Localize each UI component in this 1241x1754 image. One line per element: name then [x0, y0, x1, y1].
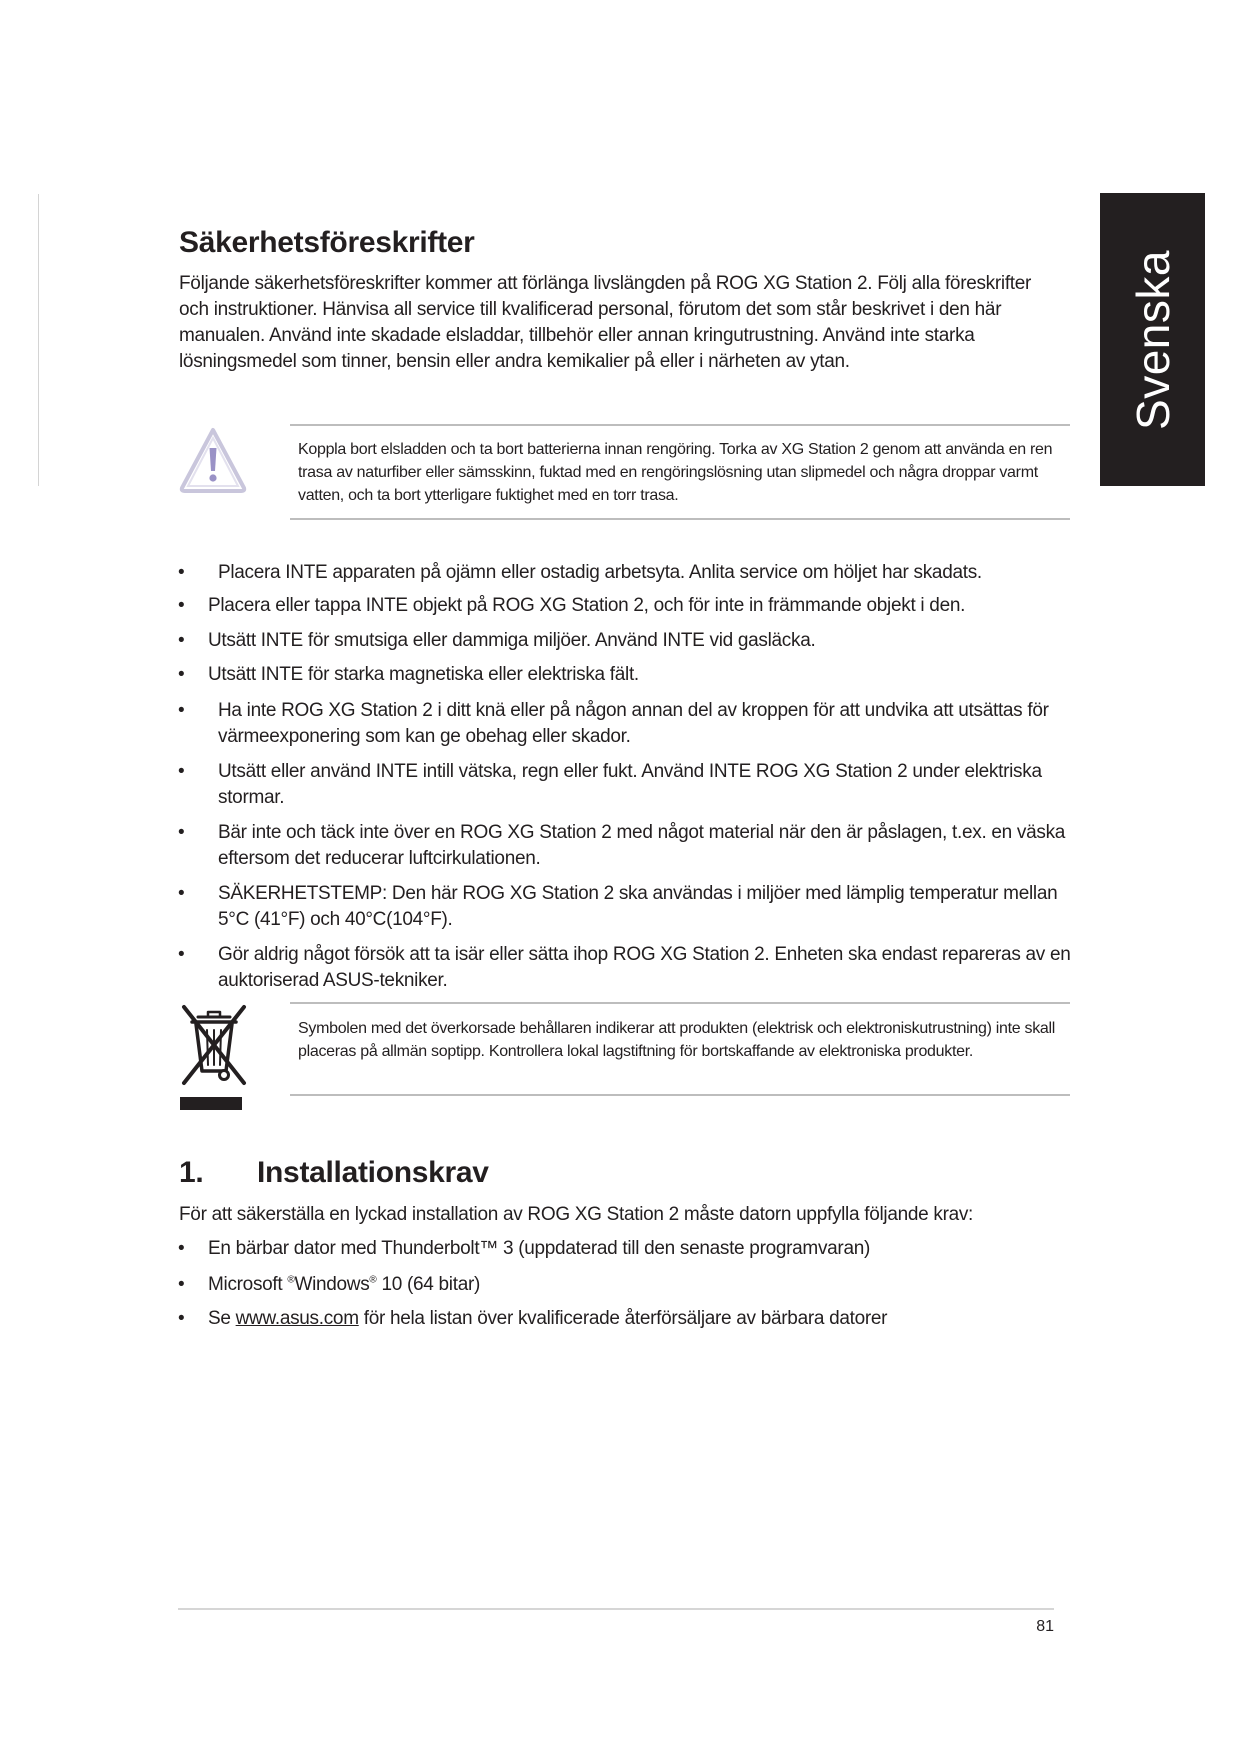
list-item [178, 820, 1078, 872]
registered-mark: ® [369, 1274, 377, 1286]
list-item-text: Utsätt INTE för smutsiga eller dammiga miljöer. Använd INTE vid gasläcka. [208, 630, 816, 651]
weee-note-text: Symbolen med det överkorsade behållaren indikerar att produkten (elektrisk och elektroniskutrustning) inte skall placeras på allmän soptipp. Kontrollera lokal lagstiftning för bortskaffande av elektroniska produkter. [298, 1020, 1056, 1060]
list-item [178, 593, 1078, 619]
installation-intro: För att säkerställa en lyckad installation av ROG XG Station 2 måste datorn uppfylla följande krav: [179, 1204, 974, 1225]
link-prefix: Se [208, 1308, 231, 1329]
section-number: 1. [179, 1156, 204, 1189]
os-vendor: Microsoft [208, 1274, 283, 1295]
list-item-text: Utsätt INTE för starka magnetiska eller elektriska fält. [208, 664, 639, 685]
list-item-text: Placera INTE apparaten på ojämn eller ostadig arbetsyta. Anlita service om höljet har skadats. [218, 562, 982, 583]
list-item [178, 698, 1078, 750]
bullet-marker: • [178, 630, 185, 651]
list-item-text: En bärbar dator med Thunderbolt™ 3 (uppdaterad till den senaste programvaran) [208, 1238, 871, 1259]
bullet-marker: • [178, 822, 185, 843]
list-item [178, 1236, 1078, 1262]
link-suffix: för hela listan över kvalificerade återförsäljare av bärbara datorer [363, 1308, 888, 1329]
list-item-text [178, 1306, 1078, 1332]
list-item [178, 942, 1078, 994]
caution-note [290, 424, 1070, 520]
list-item [178, 628, 1078, 654]
crossed-bin-icon [178, 1003, 250, 1111]
list-item-text: SÄKERHETSTEMP: Den här ROG XG Station 2 ska användas i miljöer med lämplig temperatur mellan 5°C (41°F) och 40°C(104°F). [218, 883, 1058, 930]
warning-triangle-icon [178, 426, 248, 494]
footer-rule [178, 1608, 1054, 1610]
list-item-text: Ha inte ROG XG Station 2 i ditt knä eller på någon annan del av kroppen för att undvika att utsättas för värmeexponering som kan ge obehag eller skador. [218, 700, 1049, 747]
list-item [178, 881, 1078, 933]
list-item [178, 560, 1078, 586]
bullet-marker: • [178, 944, 185, 965]
bullet-marker: • [178, 1274, 185, 1295]
bullet-marker: • [178, 664, 185, 685]
list-item [178, 662, 1078, 688]
installation-title: Installationskrav [257, 1156, 489, 1189]
list-item [178, 759, 1078, 811]
bullet-marker: • [178, 761, 185, 782]
bullet-marker: • [178, 700, 185, 721]
bullet-marker: • [178, 883, 185, 904]
safety-intro: Följande säkerhetsföreskrifter kommer att förlänga livslängden på ROG XG Station 2. Följ alla föreskrifter och instruktioner. Hänvisa all service till kvalificerad personal, förutom det som står beskrivet i den här manualen. Använd inte skadade elsladdar, tillbehör eller annan kringutrustning. Använd inte starka lösningsmedel som tinner, bensin eller andra kemikalier på eller i närheten av ytan. [179, 273, 1032, 372]
bullet-marker: • [178, 1238, 185, 1259]
bullet-marker: • [178, 1308, 185, 1329]
margin-rule [38, 194, 39, 486]
os-name: Windows [294, 1274, 370, 1295]
caution-note-text: Koppla bort elsladden och ta bort batterierna innan rengöring. Torka av XG Station 2 genom att använda en ren trasa av naturfiber eller sämsskinn, fuktad med en rengöringslösning utan slipmedel och några droppar varmt vatten, och ta bort ytterligare fuktighet med en torr trasa. [298, 441, 1053, 504]
list-item [178, 1272, 1078, 1298]
os-version: 10 (64 bitar) [381, 1274, 481, 1295]
list-item-text: Bär inte och täck inte över en ROG XG Station 2 med något material när den är påslagen, t.ex. en väska eftersom det reducerar luftcirkulationen. [218, 822, 1066, 869]
bullet-marker: • [178, 562, 185, 583]
installation-heading [179, 1156, 489, 1190]
page-number: 81 [1036, 1618, 1054, 1635]
language-tab [1100, 193, 1205, 486]
bullet-marker: • [178, 595, 185, 616]
list-item-text: Utsätt eller använd INTE intill vätska, regn eller fukt. Använd INTE ROG XG Station 2 under elektriska stormar. [218, 761, 1042, 808]
safety-heading: Säkerhetsföreskrifter [179, 226, 475, 259]
asus-website-link[interactable]: www.asus.com [235, 1308, 359, 1329]
language-tab-label: Svenska [1126, 249, 1179, 430]
list-item-text: Placera eller tappa INTE objekt på ROG XG Station 2, och för inte in främmande objekt i den. [208, 595, 966, 616]
weee-note [290, 1002, 1070, 1096]
list-item-text: Gör aldrig något försök att ta isär eller sätta ihop ROG XG Station 2. Enheten ska endast repareras av en auktoriserad ASUS-tekniker. [218, 944, 1071, 991]
registered-mark: ® [287, 1274, 295, 1286]
list-item [178, 1306, 1078, 1332]
list-item-text [178, 1272, 1078, 1298]
